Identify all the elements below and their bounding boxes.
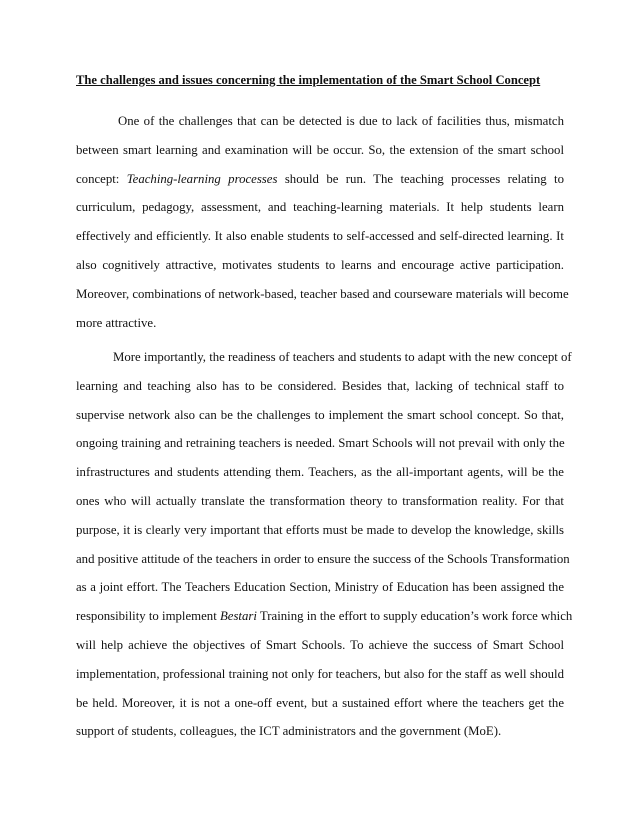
paragraph-2-line: supervise network also can be the challenges to implement the smart school concept. So that, [76, 407, 564, 422]
paragraph-2 [76, 348, 573, 751]
paragraph-1-line: Moreover, combinations of network-based, teacher based and courseware materials will become [76, 286, 569, 301]
paragraph-1-line [76, 170, 564, 199]
paragraph-2-line: implementation, professional training not only for teachers, but also for the staff as well should [76, 666, 564, 681]
paragraph-1-line: more attractive. [76, 315, 157, 330]
paragraph-2-line: infrastructures and students attending them. Teachers, as the all-important agents, will be the [76, 465, 564, 480]
paragraph-1-line: between smart learning and examination will be occur. So, the extension of the smart school [76, 142, 564, 157]
paragraph-2-line: support of students, colleagues, the ICT administrators and the government (MoE). [76, 724, 502, 739]
line-text: should be run. The teaching processes relating to [277, 171, 564, 186]
paragraph-2-line: purpose, it is clearly very important that efforts must be made to develop the knowledge, skills [76, 522, 564, 537]
paragraph-1-line: One of the challenges that can be detected is due to lack of facilities thus, mismatch [118, 114, 564, 128]
line-text: concept: [76, 171, 127, 186]
paragraph-2-line: learning and teaching also has to be considered. Besides that, lacking of technical staff to [76, 378, 564, 393]
paragraph-1 [76, 112, 569, 342]
paragraph-2-line: will help achieve the objectives of Smart Schools. To achieve the success of Smart School [76, 637, 564, 652]
paragraph-2-line: as a joint effort. The Teachers Education Section, Ministry of Education has been assigned the [76, 580, 564, 595]
line-text: responsibility to implement [76, 609, 220, 624]
italic-term: Teaching-learning processes [126, 171, 278, 186]
paragraph-1-line: also cognitively attractive, motivates students to learns and encourage active participation. [76, 257, 564, 272]
paragraph-2-line [76, 607, 573, 636]
paragraph-2-line: ones who will actually translate the transformation theory to transformation reality. For that [76, 493, 564, 508]
paragraph-2-line: and positive attitude of the teachers in order to ensure the success of the Schools Transformation [76, 551, 570, 566]
paragraph-1-line: curriculum, pedagogy, assessment, and teaching-learning materials. It help students learn [76, 200, 564, 215]
paragraph-2-line: be held. Moreover, it is not a one-off event, but a sustained effort where the teachers get the [76, 695, 564, 710]
line-text: Training in the effort to supply education’s work force which [256, 609, 573, 624]
paragraph-2-line: More importantly, the readiness of teachers and students to adapt with the new concept of [113, 350, 572, 364]
paragraph-2-line: ongoing training and retraining teachers is needed. Smart Schools will not prevail with only the [76, 436, 565, 451]
italic-term: Bestari [219, 609, 257, 624]
document-heading: The challenges and issues concerning the implementation of the Smart School Concept [76, 73, 541, 87]
paragraph-1-line: effectively and efficiently. It also enable students to self-accessed and self-directed learning. It [76, 229, 564, 244]
